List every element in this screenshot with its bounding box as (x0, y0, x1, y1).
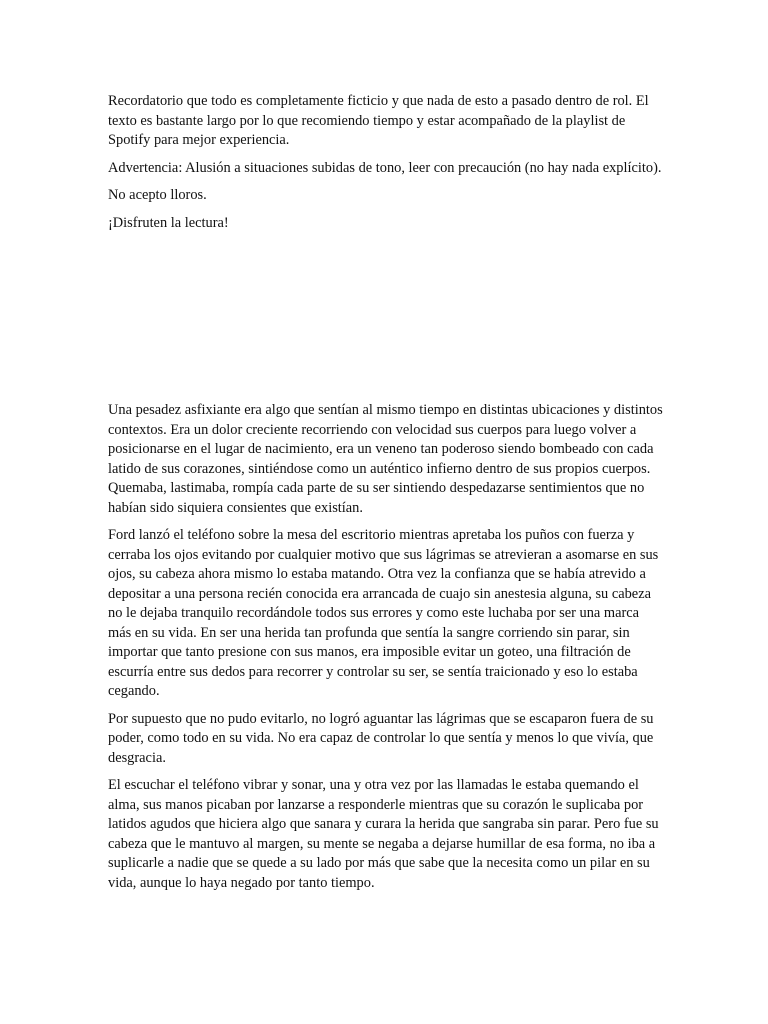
blank-space (108, 241, 664, 401)
enjoy-paragraph: ¡Disfruten la lectura! (108, 214, 229, 231)
story-paragraph: Por supuesto que no pudo evitarlo, no logró aguantar las lágrimas que se escaparon fuera de su poder, como todo en su vida. No era capaz de controlar lo que sentía y menos lo que vivía, que desgracia. (108, 710, 654, 766)
story-paragraph: Ford lanzó el teléfono sobre la mesa del escritorio mientras apretaba los puños con fuerza y cerraba los ojos evitando por cualquier motivo que sus lágrimas se atrevieran a asomarse en sus ojos, su cabeza ahora mismo lo estaba matando. Otra vez la confianza que se había atrevido a depositar a una persona recién conocida era arrancada de cuajo sin anestesia alguna, su cabeza no le dejaba tranquilo recordándole todos sus errores y como este luchaba por ser una marca más en su vida. En ser una herida tan profunda que sentía la sangre corriendo sin parar, sin importar que tanto presione con sus manos, era imposible evitar un goteo, una filtración de escurría entre sus dedos para recorrer y controlar su ser, se sentía traicionado y eso lo estaba cegando. (108, 527, 659, 699)
story-paragraph: El escuchar el teléfono vibrar y sonar, una y otra vez por las llamadas le estaba quemando el alma, sus manos picaban por lanzarse a responderle mientras que su corazón le suplicaba por latidos agudos que hiciera algo que sanara y curara la herida que sangraba sin parar. Pero fue su cabeza que le mantuvo al margen, su mente se negaba a dejarse humillar de esa forma, no iba a suplicarle a nadie que se quede a su lado por más que sabe que la necesita como un pilar en su vida, aunque lo haya negado por tanto tiempo. (108, 777, 659, 891)
document-body (108, 92, 664, 901)
reminder-paragraph: Recordatorio que todo es completamente ficticio y que nada de esto a pasado dentro de rol. El texto es bastante largo por lo que recomiendo tiempo y estar acompañado de la playlist de Spotify para mejor experiencia. (108, 93, 649, 148)
warning-paragraph: Advertencia: Alusión a situaciones subidas de tono, leer con precaución (no hay nada explícito). (108, 159, 662, 176)
story-paragraph: Una pesadez asfixiante era algo que sentían al mismo tiempo en distintas ubicaciones y distintos contextos. Era un dolor creciente recorriendo con velocidad sus cuerpos para luego volver a posicionarse en el lugar de nacimiento, era un veneno tan poderoso siendo bombeado con cada latido de sus corazones, sintiéndose como un auténtico infierno dentro de sus propios cuerpos. Quemaba, lastimaba, rompía cada parte de su ser sintiendo despedazarse sentimientos que no habían sido siquiera consientes que existían. (108, 402, 663, 516)
no-crying-paragraph: No acepto lloros. (108, 187, 207, 203)
